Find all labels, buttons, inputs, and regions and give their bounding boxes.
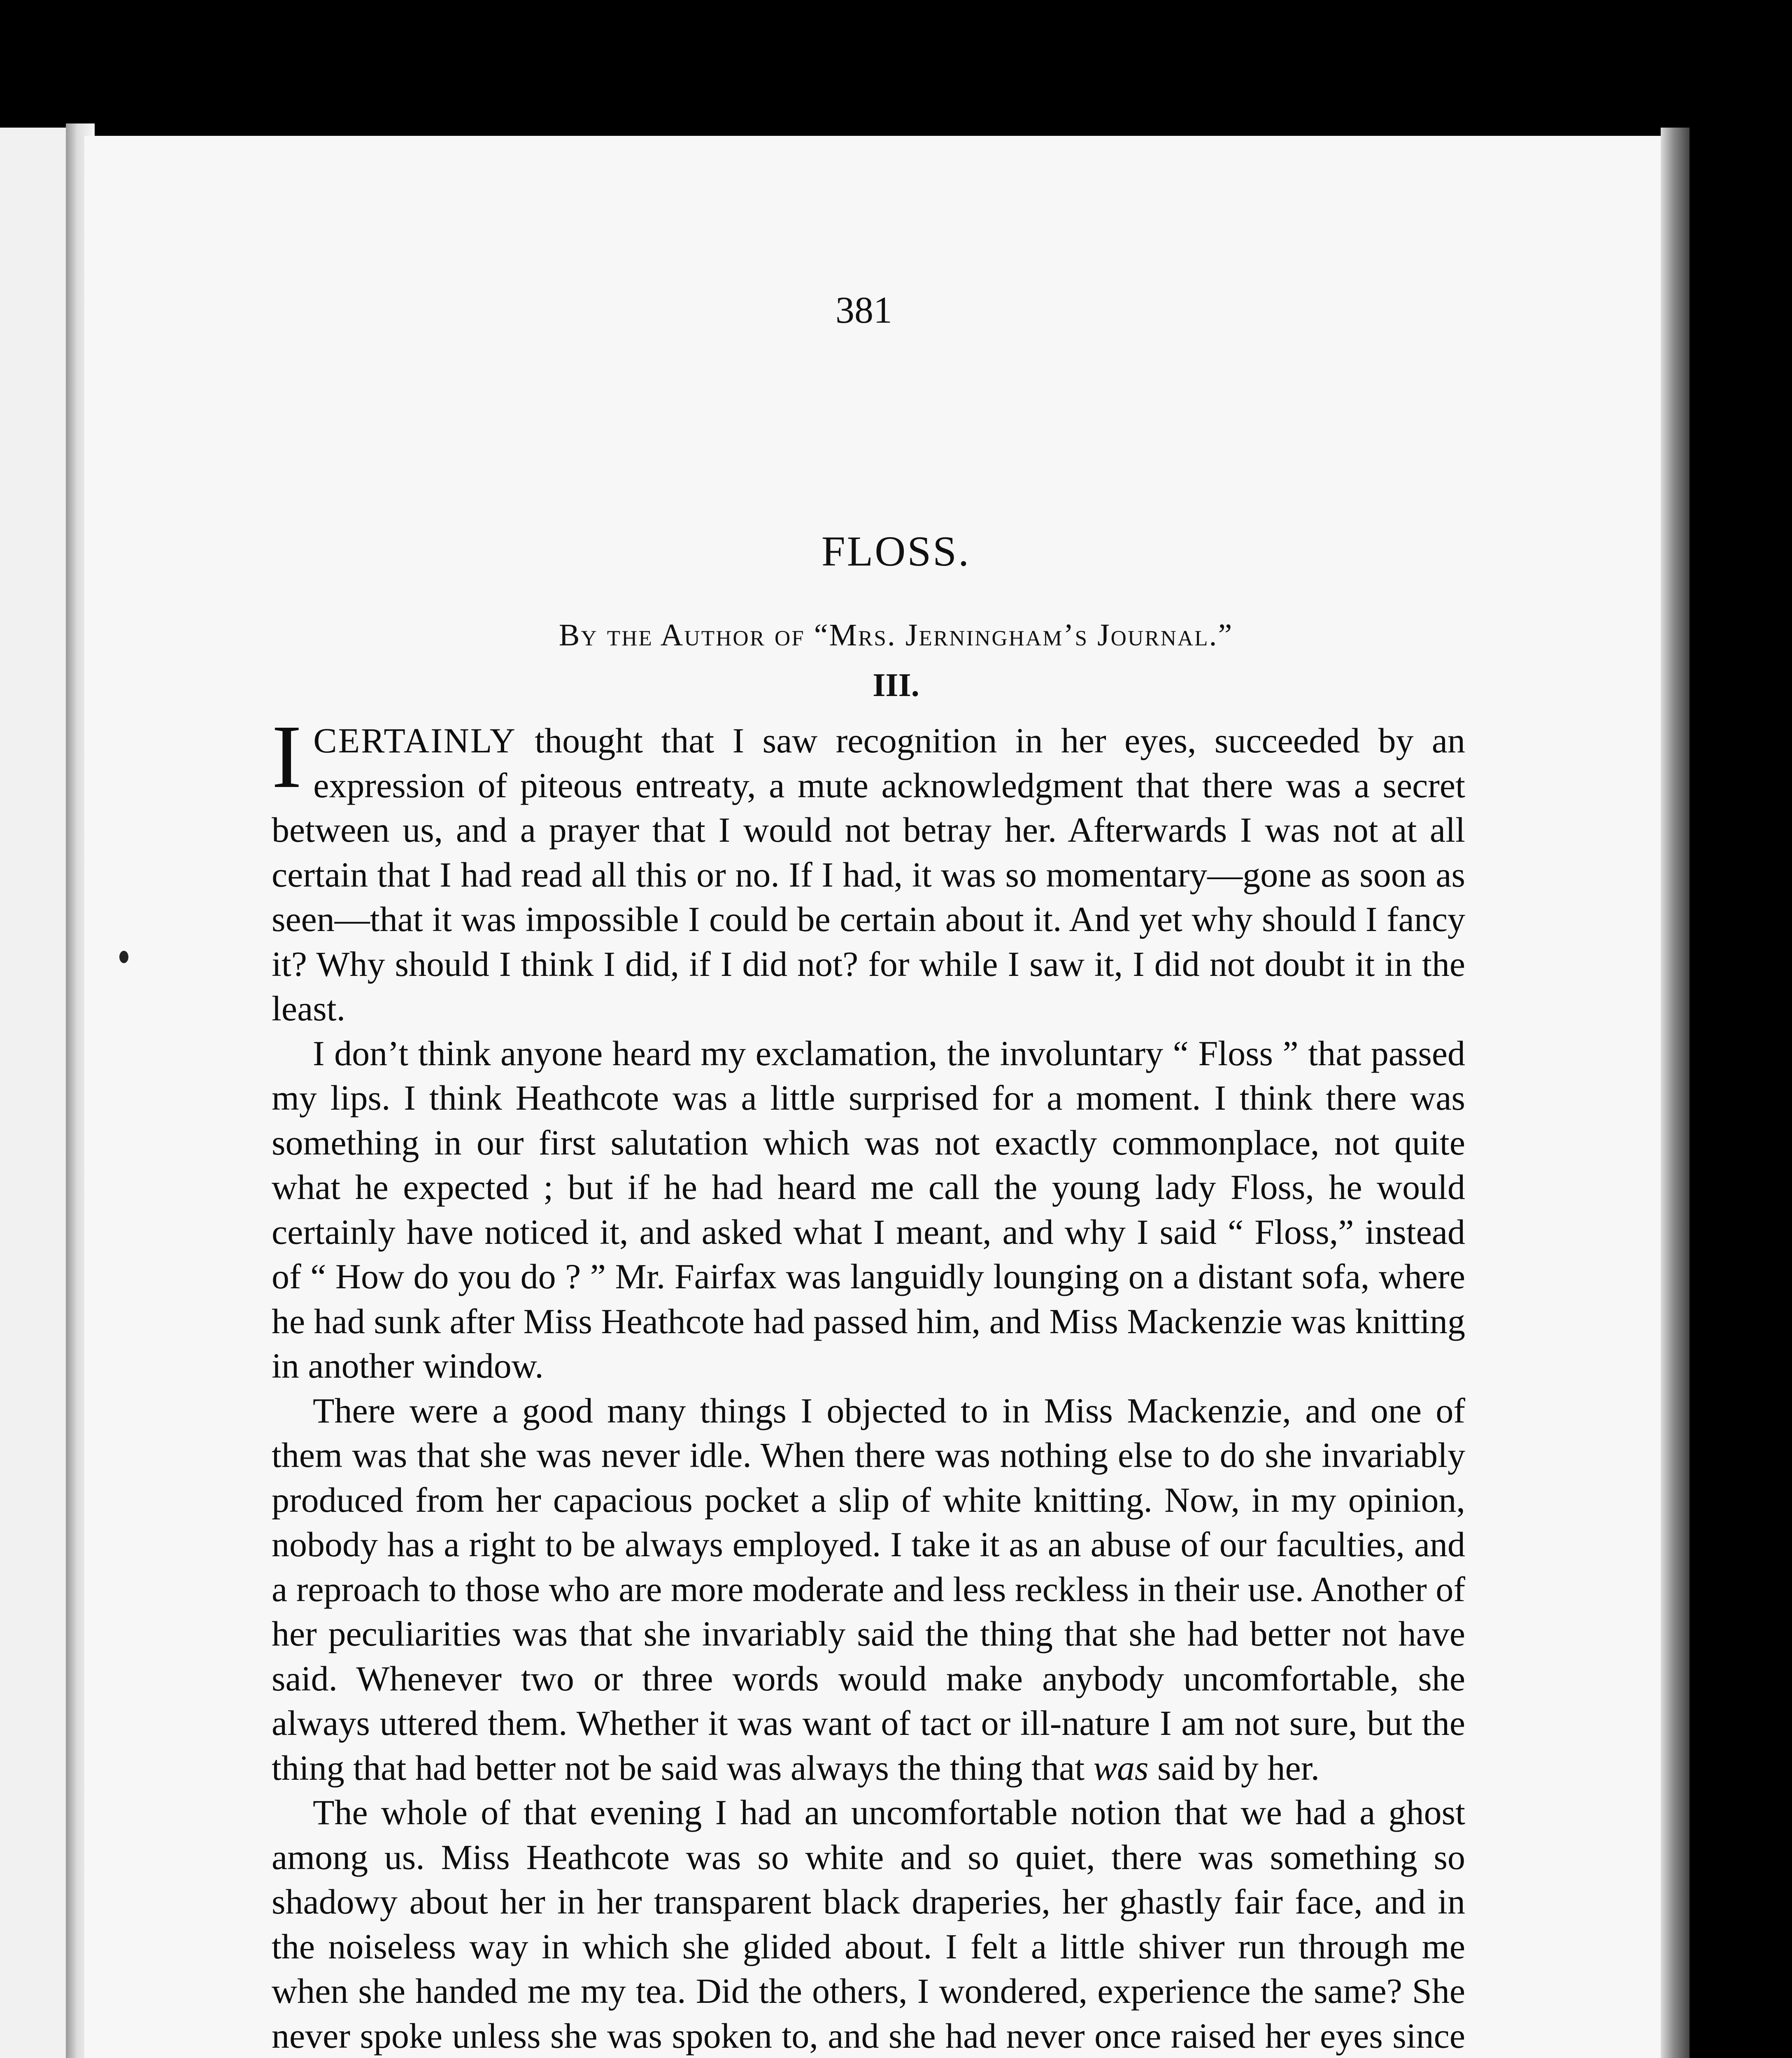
paragraph-text: said by her. (1148, 1748, 1320, 1788)
page-edge (1661, 128, 1690, 2058)
ink-smudge (119, 951, 128, 963)
paragraph: I don’t think anyone heard my exclamation, the involuntary “ Floss ” that passed my lips. I think Heathcote was a little surprised for a moment. I think there was something in our first salutation which was not exactly commonplace, not quite what he expected ; but if he had heard me call the young lady Floss, he would certainly have noticed it, and asked what I meant, and why I said “ Floss,” instead of “ How do you do ? ” Mr. Fairfax was languidly lounging on a distant sofa, where he had sunk after Miss Heathcote had passed him, and Miss Mackenzie was knitting in another window. (272, 1033, 1465, 1385)
page-number: 381 (835, 289, 892, 331)
paragraph (272, 706, 1465, 1031)
paragraph-text: thought that I saw recognition in her eyes, succeeded by an expression of piteous entreaty, a mute acknowledgment that there was a secret between us, and a prayer that I would not betray her. Afterwards I was not at all certain that I had read all this or no. If I had, it was so momentary—gone as soon as seen—that it was impossible I could be certain about it. And yet why should I fancy it? Why should I think I did, if I did not? for while I saw it, I did not doubt it in the least. (272, 721, 1465, 1028)
drop-cap: I (272, 706, 302, 807)
section-number: III. (873, 667, 919, 703)
body-text (272, 706, 1465, 2058)
paragraph-text: There were a good many things I objected to in Miss Mackenzie, and one of them was that she was never idle. When there was nothing else to do she invariably produced from her capacious pocket a slip of white knitting. Now, in my opinion, nobody has a right to be always employed. I take it as an abuse of our faculties, and a reproach to those who are more moderate and less reckless in their use. Another of her peculiarities was that she invariably said the thing that she had better not have said. Whenever two or three words would make anybody uncomfortable, she always uttered them. Whether it was want of tact or ill-nature I am not sure, but the thing that had better not be said was always the thing that (272, 1390, 1465, 1788)
emphasis: was (1093, 1748, 1149, 1788)
story-title: FLOSS. (821, 528, 971, 575)
paragraph (272, 1388, 1465, 1790)
lead-word: CERTAINLY (313, 721, 517, 760)
byline: By the Author of “Mrs. Jerningham’s Journal.” (559, 618, 1233, 652)
paragraph: The whole of that evening I had an uncomfortable notion that we had a ghost among us. Miss Heathcote was so white and so quiet, there was something so shadowy about her in her transparent black draperies, her ghastly fair face, and in the noiseless way in which she glided about. I felt a little shiver run through me when she handed me my tea. Did the others, I wondered, experience the same? She never spoke unless she was spoken to, and she had never once raised her eyes since (272, 1793, 1465, 2056)
